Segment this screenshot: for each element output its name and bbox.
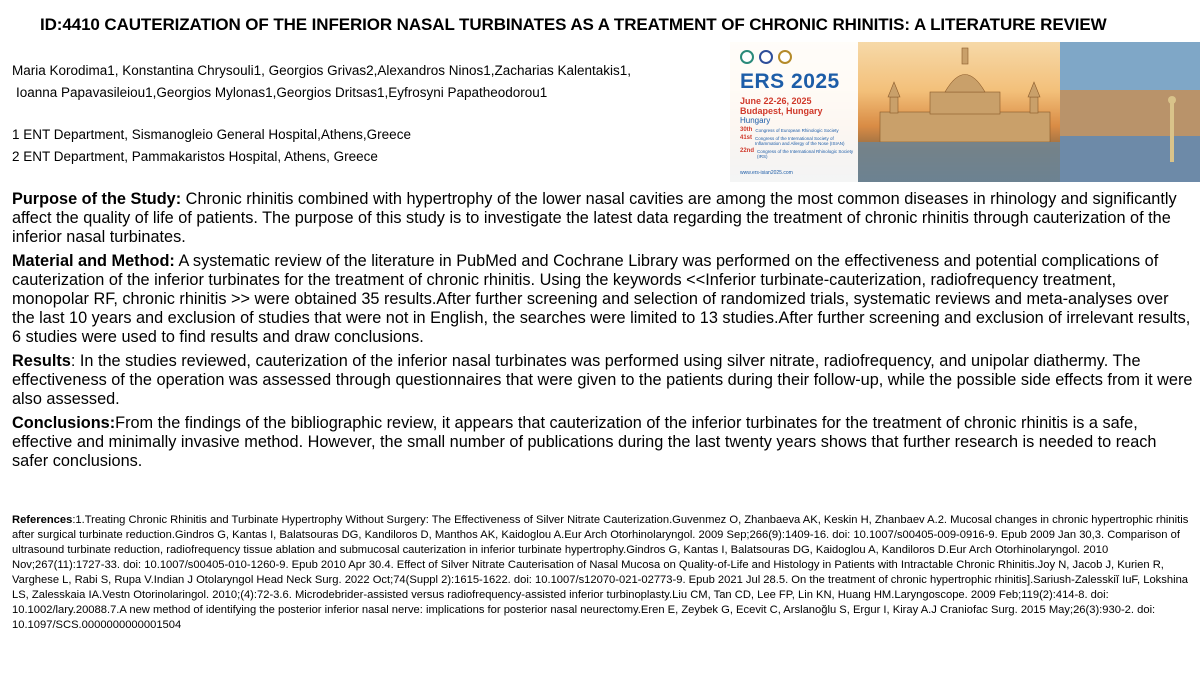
conference-place: Hungary [740,116,771,125]
conference-city: Budapest, Hungary [740,106,823,116]
society-logo-icon [778,50,792,64]
poster-title: ID:4410 CAUTERIZATION OF THE INFERIOR NASAL TURBINATES AS A TREATMENT OF CHRONIC RHINITIS: A LITERATURE REVIEW [40,15,1107,34]
purpose-section [12,190,1194,247]
method-text: A systematic review of the literature in PubMed and Cochrane Library was performed on the effectiveness and potential complications of cauterization of the inferior turbinates for the treatment of chronic rhinitis. Using the keywords <<Inferior turbinate-cauterization, radiofrequency treatment, monopolar RF, chronic rhinitis >> were obtained 35 results.After further screening and selection of randomized trials, systematic reviews and meta-analyses over the last 10 years and exclusion of studies that were not in English, the searches were limited to 13 studies.After further screening and exclusion of irrelevant results, 6 studies were used to find results and draw conclusions. [12,252,1191,346]
method-heading: Material and Method: [12,252,175,270]
purpose-text: Chronic rhinitis combined with hypertrophy of the lower nasal cavities are among the most common diseases in rhinology and significantly affect the quality of life of patients. The purpose of this study is to investigate the latest data regarding the treatment of chronic rhinitis through cauterization of the inferior nasal turbinates. [12,190,1177,246]
congress-number: 41st [740,134,753,141]
conclusions-heading: Conclusions: [12,414,116,432]
results-section [12,352,1194,409]
congress-text: Congress of the International Rhinologic Society (IRS) [757,148,854,159]
author-line-1: Maria Korodima1, Konstantina Chrysouli1, Georgios Grivas2,Alexandros Ninos1,Zacharias Kalentakis1, [12,63,632,78]
conference-date-text: June 22-26, 2025 [740,96,812,106]
congress-text: Congress of the International Society of Inflammation and Allergy of the Nose (ISIAN) [755,135,845,146]
method-section [12,252,1194,347]
conference-name: ERS 2025 [740,70,840,93]
congress-item [740,149,858,160]
affiliation-list [12,124,712,168]
congress-item [740,128,858,134]
conference-dates [740,96,855,116]
congress-number: 22nd [740,147,755,154]
results-heading: Results [12,352,71,370]
conference-banner [730,42,1200,182]
congress-item [740,136,858,147]
affiliation-1: 1 ENT Department, Sismanogleio General Hospital,Athens,Greece [12,127,411,142]
author-line-2: Ioanna Papavasileiou1,Georgios Mylonas1,Georgios Dritsas1,Eyfrosyni Papatheodorou1 [16,85,548,100]
references-section [12,513,1192,633]
congress-number: 30th [740,127,753,133]
abstract-body [12,190,1194,476]
purpose-heading: Purpose of the Study: [12,190,182,208]
conference-url: www.ers-isian2025.com [740,170,793,176]
congress-text: Congress of European Rhinologic Society [755,128,839,133]
conclusions-text: From the findings of the bibliographic review, it appears that cauterization of the inferior turbinates for the treatment of chronic rhinitis is a safe, effective and minimally invasive method. However, the small number of publications during the last twenty years shows that further research is needed to reach safer conclusions. [12,414,1157,470]
society-logo-icon [759,50,773,64]
affiliation-2: 2 ENT Department, Pammakaristos Hospital, Athens, Greece [12,149,378,164]
congress-list [740,128,858,162]
conclusions-section [12,414,1194,471]
society-logo-icon [740,50,754,64]
references-heading: References [12,514,73,526]
author-list [12,60,722,104]
society-logos [740,50,792,64]
references-text: :1.Treating Chronic Rhinitis and Turbinate Hypertrophy Without Surgery: The Effectiveness of Silver Nitrate Cauterization.Guvenmez O, Zhanbaeva AK, Keskin H, Zhanbaev A.2. Mucosal changes in chronic hypertrophic rhinitis after surgical turbinate reduction.Gindros G, Kantas I, Balatsouras DG, Kandiloros D, Manthos AK, Kaidoglou A.Eur Arch Otorhinolaryngol. 2009 Sep;266(9):1409-16. doi: 10.1007/s00405-009-0916-9. Epub 2009 Jan 30,3. Comparison of ultrasound turbinate reduction, radiofrequency tissue ablation and submucosal cauterization in inferior turbinate hypertrophy.Gindros G, Kantas I, Balatsouras DG, Kaidoglou A, Kandiloros D.Eur Arch Otorhinolaryngol. 2010 Nov;267(11):1727-33. doi: 10.1007/s00405-010-1260-9. Epub 2010 Apr 30.4. Effect of Silver Nitrate Cauterisation of Nasal Mucosa on Quality-of-Life and Histology in Patients with Intractable Chronic Rhinitis.Joy N, Jacob J, Kurien R, Varghese L, Rabi S, Rupa V.Indian J Otolaryngol Head Neck Surg. 2022 Oct;74(Suppl 2):1615-1622. doi: 10.1007/s12070-021-02773-9. Epub 2021 Jul 28.5. On the treatment of chronic hypertrophic rhinitis].Sariush-Zalesskiĭ IuF, Lokshina LS, Zalesskaia IA.Vestn Otorinolaringol. 2010;(4):72-3.6. Microdebrider-assisted versus radiofrequency-assisted inferior turbinoplasty.Liu CM, Tan CD, Lee FP, Lin KN, Huang HM.Laryngoscope. 2009 Feb;119(2):414-8. doi: 10.1002/lary.20088.7.A new method of identifying the posterior inferior nasal nerve: implications for posterior nasal neurectomy.Eren E, Zeybek G, Ecevit C, Arslanoğlu S, Ergur I, Kiray A.J Craniofac Surg. 2015 May;26(3):930-2. doi: 10.1097/SCS.0000000000001504 [12,514,1189,631]
results-text: : In the studies reviewed, cauterization of the inferior nasal turbinates was performed using silver nitrate, radiofrequency, and unipolar diathermy. The effectiveness of the operation was assessed through questionnaires that were given to the patients during their follow-up, while the possible side effects from it were also assessed. [12,352,1193,408]
